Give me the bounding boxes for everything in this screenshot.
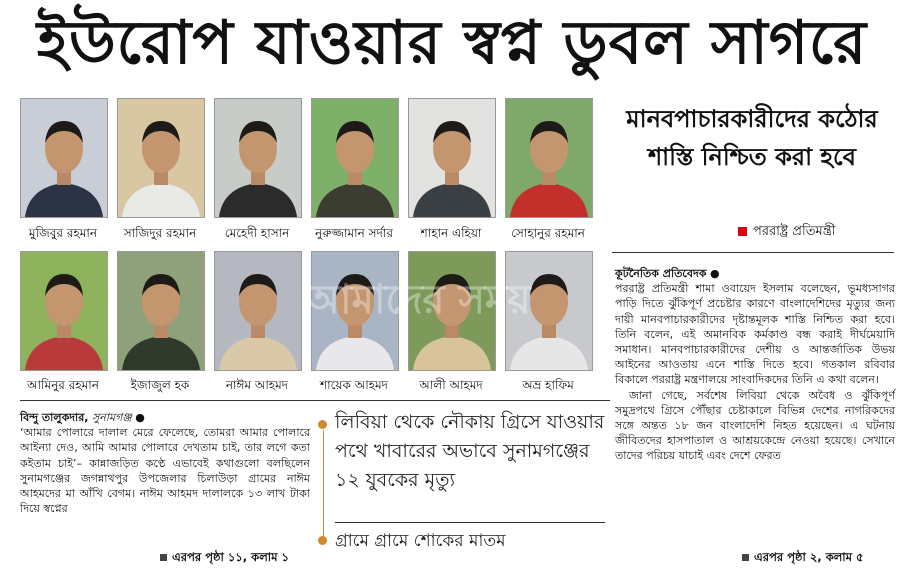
bullet-dot-icon	[318, 420, 327, 429]
kicker: লিবিয়া থেকে নৌকায় গ্রিসে যাওয়ার পথে খাবারের অভাবে সুনামগঞ্জের ১২ যুবকের মৃত্যু	[335, 411, 605, 491]
right-story-para-1: পররাষ্ট্র প্রতিমন্ত্রী শামা ওবায়েদ ইসলাম বলেছেন, ভূমধ্যসাগর পাড়ি দিতে ঝুঁকিপূর্ণ প্রচেষ্টার কারণে বাংলাদেশিদের মৃত্যুর জন্য দায়ী মানবপাচারকারীদের দৃষ্টান্তমূলক শাস্তি নিশ্চিত করা হবে। তিনি বলেন, এই অমানবিক কর্মকাণ্ড বন্ধ করাই দীর্ঘমেয়াদি সমাধান। মানবপাচারকারীদের দেশীয় ও আন্তর্জাতিক উভয় আইনের আওতায় এনে শাস্তি দিতে হবে। গতকাল রবিবার বিকালে পররাষ্ট্র মন্ত্রণালয়ে সাংবাদিকদের তিনি এ কথা বলেন।	[615, 282, 895, 387]
portrait-icon	[21, 99, 107, 217]
victim-name-caption: শাহান এহিয়া	[420, 226, 482, 240]
victim-name-caption: সাজিদুর রহমান	[123, 226, 197, 240]
portrait-icon	[21, 252, 107, 370]
portrait-icon	[118, 99, 204, 217]
portrait-icon	[215, 99, 301, 217]
victim-photo	[214, 251, 302, 371]
left-story-place: সুনামগঞ্জ	[91, 411, 132, 424]
right-story-continued	[742, 549, 864, 568]
portrait-icon	[118, 252, 204, 370]
victim-name-caption: মেহেদী হাসান	[224, 226, 290, 240]
red-square-icon	[738, 227, 747, 236]
victim-name-caption: মুজিবুর রহমান	[28, 226, 98, 240]
right-story-byline: কূটনৈতিক প্রতিবেদক	[615, 267, 707, 280]
quote-attribution-text: পররাষ্ট্র প্রতিমন্ত্রী	[753, 224, 836, 239]
victim-photo	[311, 98, 399, 218]
right-story	[615, 266, 895, 464]
victim-name-caption: আমিনুর রহমান	[27, 378, 99, 392]
left-story-continued-text: এরপর পৃষ্ঠা ১১, কলাম ১	[172, 550, 289, 564]
portrait-icon	[215, 252, 301, 370]
quote-attribution	[738, 222, 835, 243]
byline-dot-icon: ●	[135, 411, 145, 424]
victim-photo	[117, 251, 205, 371]
left-story-body: ‘আমার পোলারে দালাল মেরে ফেলেছে, তোমরা আমার পোলারে আইন্যা দেও, আমি আমার পোলারে দেখতাম চাই, তার লগে কতা কইতাম চাই’– কান্নাজড়িত কণ্ঠে এভাবেই কথাগুলো বলছিলেন সুনামগঞ্জের জগন্নাথপুর উপজেলার চিলাউড়া গ্রামের নাঈম আহমদের মা আঁখি বেগম। নাঈম আহমদ দালালকে ১৩ লাখ টাকা দিয়ে স্বপ্নের	[20, 426, 310, 516]
victim-name-caption: নাঈম আহমদ	[225, 378, 289, 392]
divider	[335, 522, 605, 523]
victim-name-caption: ইজাজুল হক	[130, 378, 190, 392]
victim-photo	[117, 98, 205, 218]
victim-photo	[408, 98, 496, 218]
square-icon	[160, 554, 167, 561]
victim-name-caption: সোহানুর রহমান	[511, 226, 585, 240]
square-icon	[742, 554, 749, 561]
left-story	[20, 410, 310, 516]
left-story-continued	[160, 549, 289, 568]
right-story-continued-text: এরপর পৃষ্ঠা ২, কলাম ৫	[754, 550, 864, 564]
victim-photo	[505, 98, 593, 218]
watermark: আমাদের সময়	[305, 277, 531, 323]
divider	[20, 400, 610, 401]
bullet-dot-icon	[318, 536, 327, 545]
victim-name-caption: আলী আহমদ	[419, 378, 483, 392]
kicker-line	[323, 430, 324, 540]
victim-photo	[214, 98, 302, 218]
right-story-para-2: জানা গেছে, সর্বশেষ লিবিয়া থেকে অবৈধ ও ঝুঁকিপূর্ণ সমুদ্রপথে গ্রিসে পৌঁছার চেষ্টাকালে বিভিন্ন দেশের নাগরিকদের সঙ্গে অন্তত ১৮ জন বাংলাদেশি নিহত হয়েছেন। এ ঘটনায় জীবিতদের হাসপাতাল ও আশ্রয়কেন্দ্রে নেওয়া হয়েছে। সেখানে তাদের পরিচয় যাচাই এবং দেশে ফেরত	[615, 388, 895, 463]
byline-dot-icon: ●	[709, 267, 720, 280]
subkicker: গ্রামে গ্রামে শোকের মাতম	[335, 531, 506, 551]
victim-photo	[20, 251, 108, 371]
portrait-icon	[506, 99, 592, 217]
pull-quote: মানবপাচারকারীদের কঠোর শাস্তি নিশ্চিত করা হবে	[626, 105, 878, 171]
divider	[612, 252, 894, 253]
left-story-byline: বিন্দু তালুকদার,	[20, 411, 89, 424]
headline: ইউরোপ যাওয়ার স্বপ্ন ডুবল সাগরে	[36, 8, 868, 78]
victim-name-caption: অভ্র হাফিম	[522, 378, 574, 392]
victim-name-caption: নুরুজ্জামান সর্দার	[315, 226, 393, 240]
victim-photo	[20, 98, 108, 218]
victim-name-caption: শায়েক আহমদ	[320, 378, 388, 392]
portrait-icon	[312, 99, 398, 217]
portrait-icon	[409, 99, 495, 217]
